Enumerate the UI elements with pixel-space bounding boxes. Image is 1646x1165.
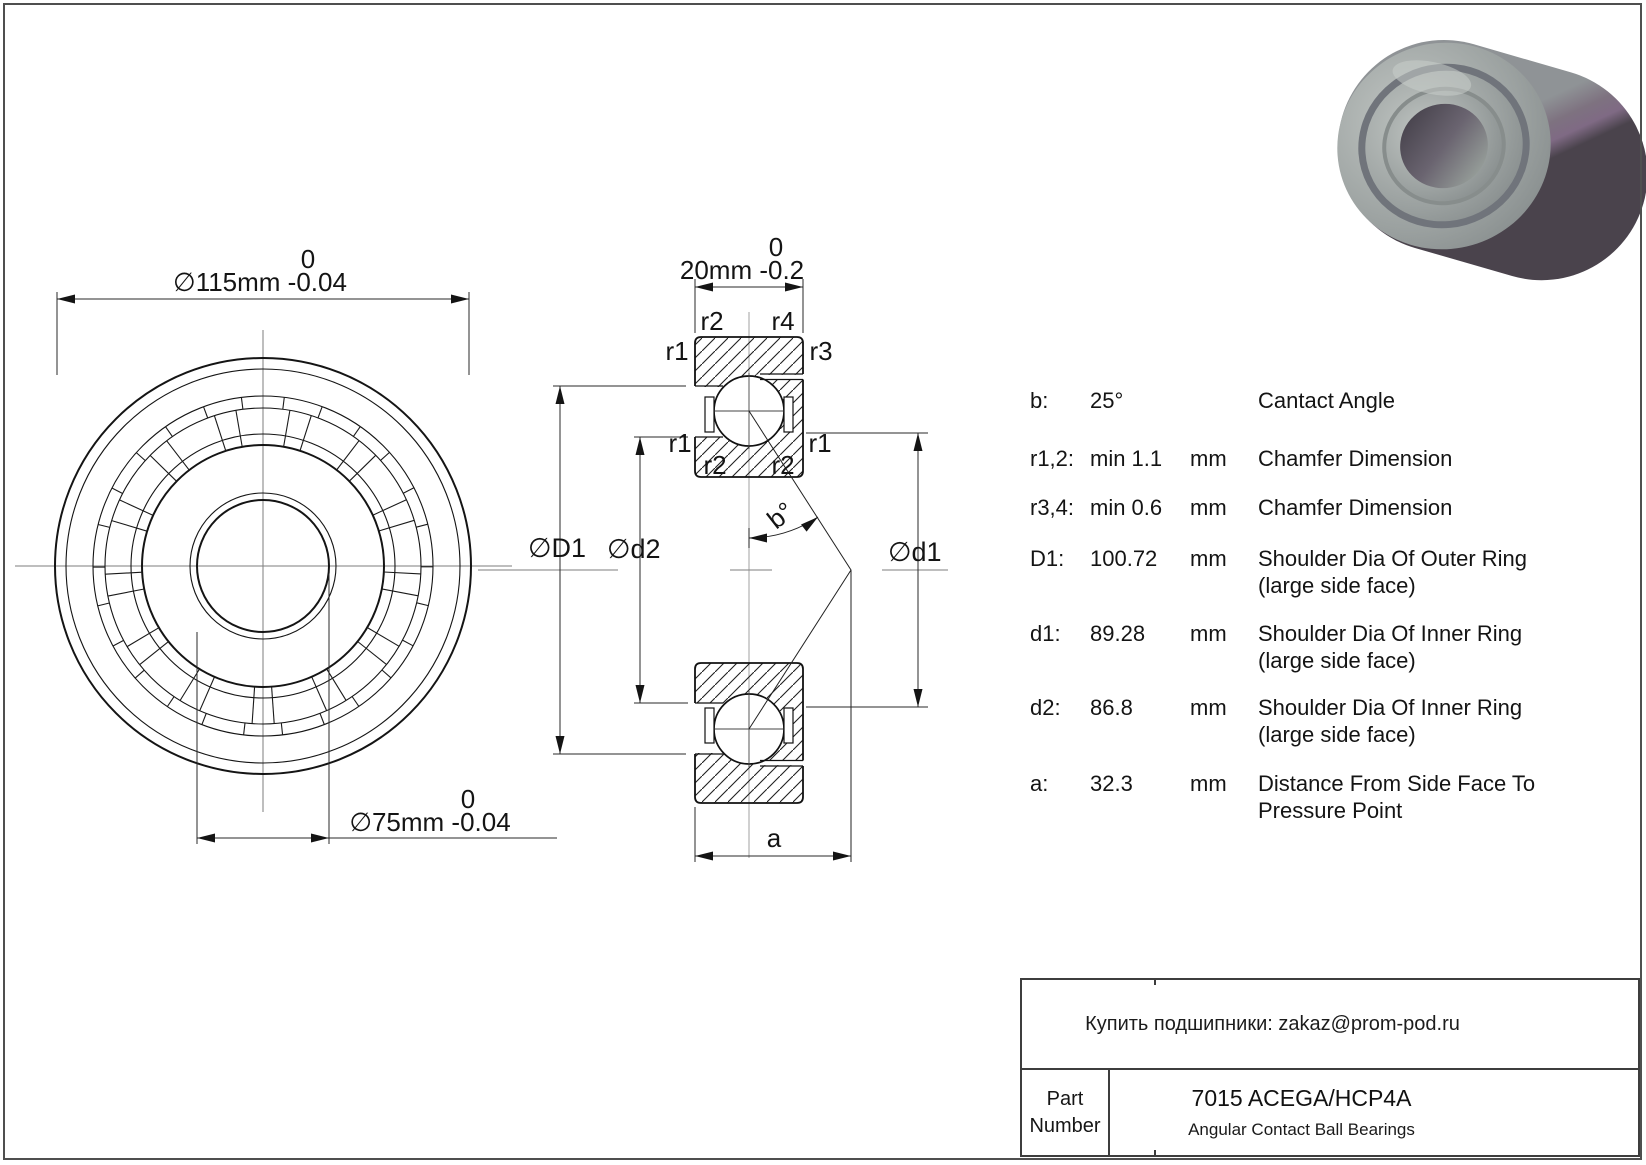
dim-width-label: 20mm -0.2 [679, 255, 805, 285]
spec-label: a: [1030, 771, 1049, 796]
label-r1-topleft: r1 [665, 336, 689, 366]
label-D1: ∅D1 [528, 533, 587, 563]
label-r3-topright: r3 [809, 336, 833, 366]
spec-label: D1: [1030, 546, 1065, 571]
front-view [15, 330, 512, 812]
spec-value: 100.72 [1090, 546, 1158, 571]
frame-center-tick-bottom [1154, 1150, 1156, 1157]
label-r1-midleft: r1 [668, 428, 692, 458]
title-block [1020, 978, 1640, 1157]
label-r2-lowleft: r2 [703, 450, 727, 480]
spec-description-line2: (large side face) [1258, 722, 1416, 747]
spec-unit: mm [1190, 446, 1227, 471]
bearing-3d-render [1313, 17, 1575, 274]
spec-description: Shoulder Dia Of Inner Ring [1258, 695, 1523, 720]
dim-outer-diameter-label: ∅115mm -0.04 [173, 267, 347, 297]
spec-value: 89.28 [1090, 621, 1146, 646]
spec-value: 86.8 [1090, 695, 1133, 720]
spec-unit: mm [1190, 546, 1227, 571]
part-number-value: 7015 ACEGA/HCP4A [1191, 1085, 1412, 1111]
label-r2-lowright: r2 [771, 450, 795, 480]
spec-label: d1: [1030, 621, 1061, 646]
part-number-cell [1110, 1070, 1638, 1155]
spec-value: 25° [1090, 388, 1124, 413]
spec-value: min 0.6 [1090, 495, 1163, 520]
label-r1-midright: r1 [808, 428, 832, 458]
spec-label: b: [1030, 388, 1049, 413]
spec-unit: mm [1190, 495, 1227, 520]
spec-description: Shoulder Dia Of Outer Ring [1258, 546, 1528, 571]
dim-bore-diameter-label: ∅75mm -0.04 [349, 807, 511, 837]
contact-line: Купить подшипники: zakaz@prom-pod.ru [1085, 1012, 1460, 1035]
spec-description: Distance From Side Face To [1258, 771, 1536, 796]
label-r2-top: r2 [700, 306, 724, 336]
spec-description-line2: Pressure Point [1258, 798, 1403, 823]
dim-width-tolerance-upper: 0 [768, 232, 784, 262]
spec-label: d2: [1030, 695, 1061, 720]
spec-unit: mm [1190, 771, 1227, 796]
contact-angle-label: b° [761, 495, 800, 535]
spec-description-line2: (large side face) [1258, 648, 1416, 673]
dim-bore-diameter [197, 574, 557, 844]
spec-description: Chamfer Dimension [1258, 495, 1453, 520]
section-bottom-half [694, 663, 804, 803]
spec-value: min 1.1 [1090, 446, 1163, 471]
part-category: Angular Contact Ball Bearings [1188, 1120, 1415, 1139]
frame-center-tick-top [1154, 978, 1156, 985]
dim-d2 [634, 437, 688, 703]
spec-value: 32.3 [1090, 771, 1133, 796]
spec-unit: mm [1190, 695, 1227, 720]
spec-description: Cantact Angle [1258, 388, 1395, 413]
contact-cell [1022, 980, 1638, 1070]
part-number-label: Part Number [1022, 1070, 1110, 1155]
dim-bore-tolerance-upper: 0 [460, 784, 476, 814]
spec-label: r3,4: [1030, 495, 1075, 520]
spec-description: Shoulder Dia Of Inner Ring [1258, 621, 1523, 646]
label-a: a [766, 823, 782, 853]
label-d2: ∅d2 [607, 534, 661, 564]
spec-description-line2: (large side face) [1258, 573, 1416, 598]
label-d1: ∅d1 [888, 537, 942, 567]
spec-unit: mm [1190, 621, 1227, 646]
spec-label: r1,2: [1030, 446, 1075, 471]
dim-outer-tolerance-upper: 0 [300, 244, 316, 274]
label-r4-top: r4 [771, 306, 795, 336]
spec-description: Chamfer Dimension [1258, 446, 1453, 471]
